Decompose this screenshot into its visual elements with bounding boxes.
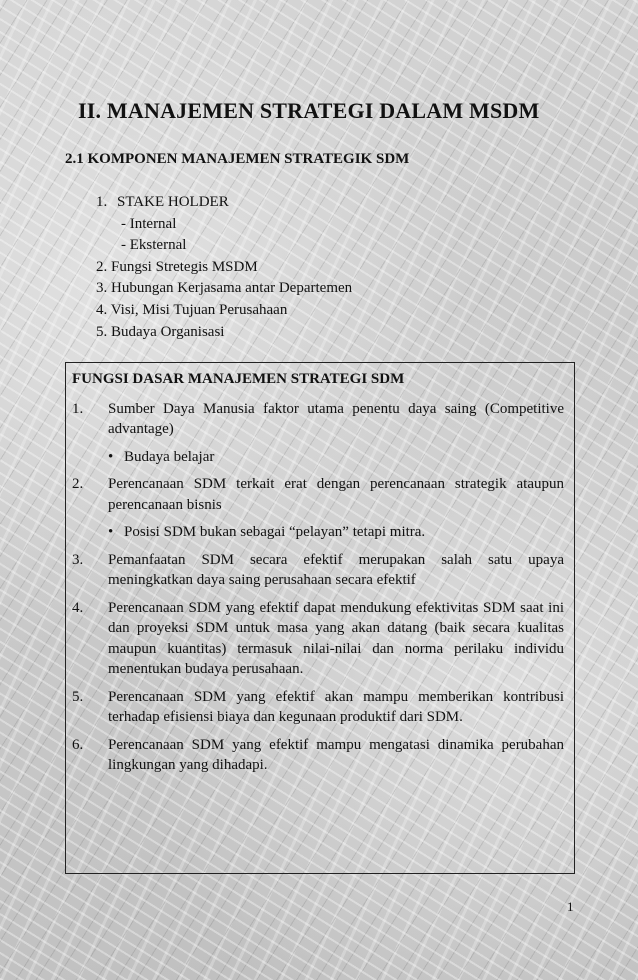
function-item: [72, 687, 564, 728]
functions-box: [65, 362, 575, 874]
function-item-number: 5.: [72, 688, 84, 705]
function-item-number: 2.: [72, 476, 84, 492]
bullet-icon: •: [108, 524, 114, 540]
function-bullet: [108, 447, 564, 468]
outline-item-label: 4. Visi, Misi Tujuan Perusahaan: [96, 301, 288, 318]
function-bullet-text: Posisi SDM bukan sebagai “pelayan” tetapi mitra.: [124, 524, 426, 540]
function-item: [72, 474, 564, 515]
function-item-text: Sumber Daya Manusia faktor utama penentu daya saing (Competitive advantage): [108, 400, 564, 437]
outline-subitem-label: - Eksternal: [121, 237, 187, 254]
function-item-number: 1.: [72, 400, 84, 417]
function-item: [72, 399, 564, 440]
outline-item: [96, 300, 352, 322]
outline-item: [96, 322, 352, 344]
function-item-number: 6.: [72, 736, 84, 753]
bullet-icon: •: [108, 448, 114, 465]
outline-item: [96, 257, 352, 279]
outline-item-number: 1.: [96, 194, 108, 210]
function-bullet: [108, 522, 564, 543]
function-item-text: Perencanaan SDM yang efektif mampu mengatasi dinamika perubahan lingkungan yang dihadapi.: [108, 736, 564, 773]
function-item-text: Pemanfaatan SDM secara efektif merupakan salah satu upaya meningkatkan daya saing perusahaan secara efektif: [108, 551, 564, 588]
function-item-text: Perencanaan SDM terkait erat dengan perencanaan strategik ataupun perencanaan bisnis: [108, 476, 564, 513]
outline-item: [96, 192, 352, 214]
component-outline: [96, 192, 352, 343]
outline-item-label: 2. Fungsi Stretegis MSDM: [96, 258, 258, 275]
function-item-number: 3.: [72, 551, 84, 568]
page-number: 1: [567, 899, 574, 914]
function-item-text: Perencanaan SDM yang efektif akan mampu memberikan kontribusi terhadap efisiensi biaya dan kegunaan produktif dari SDM.: [108, 688, 564, 725]
page-title: II. MANAJEMEN STRATEGI DALAM MSDM: [78, 98, 540, 123]
function-item: [72, 550, 564, 591]
outline-item-label: 3. Hubungan Kerjasama antar Departemen: [96, 280, 353, 297]
outline-subitem-label: - Internal: [121, 215, 177, 232]
outline-subitem: [96, 235, 352, 257]
box-title: FUNGSI DASAR MANAJEMEN STRATEGI SDM: [72, 371, 405, 387]
outline-item: [96, 278, 352, 300]
function-item: [72, 598, 564, 680]
outline-subitem: [96, 214, 352, 236]
function-item-number: 4.: [72, 599, 84, 616]
outline-item-label: STAKE HOLDER: [117, 194, 229, 210]
function-bullet-text: Budaya belajar: [124, 448, 215, 465]
outline-item-label: 5. Budaya Organisasi: [96, 323, 225, 340]
function-item: [72, 735, 564, 776]
section-heading: 2.1 KOMPONEN MANAJEMEN STRATEGIK SDM: [65, 151, 410, 167]
function-item-text: Perencanaan SDM yang efektif dapat mendukung efektivitas SDM saat ini dan proyeksi SDM untuk masa yang akan datang (baik secara kualitas maupun kuantitas) termasuk nilai-nilai dan norma perilaku individu menentukan budaya perusahaan.: [108, 599, 564, 677]
